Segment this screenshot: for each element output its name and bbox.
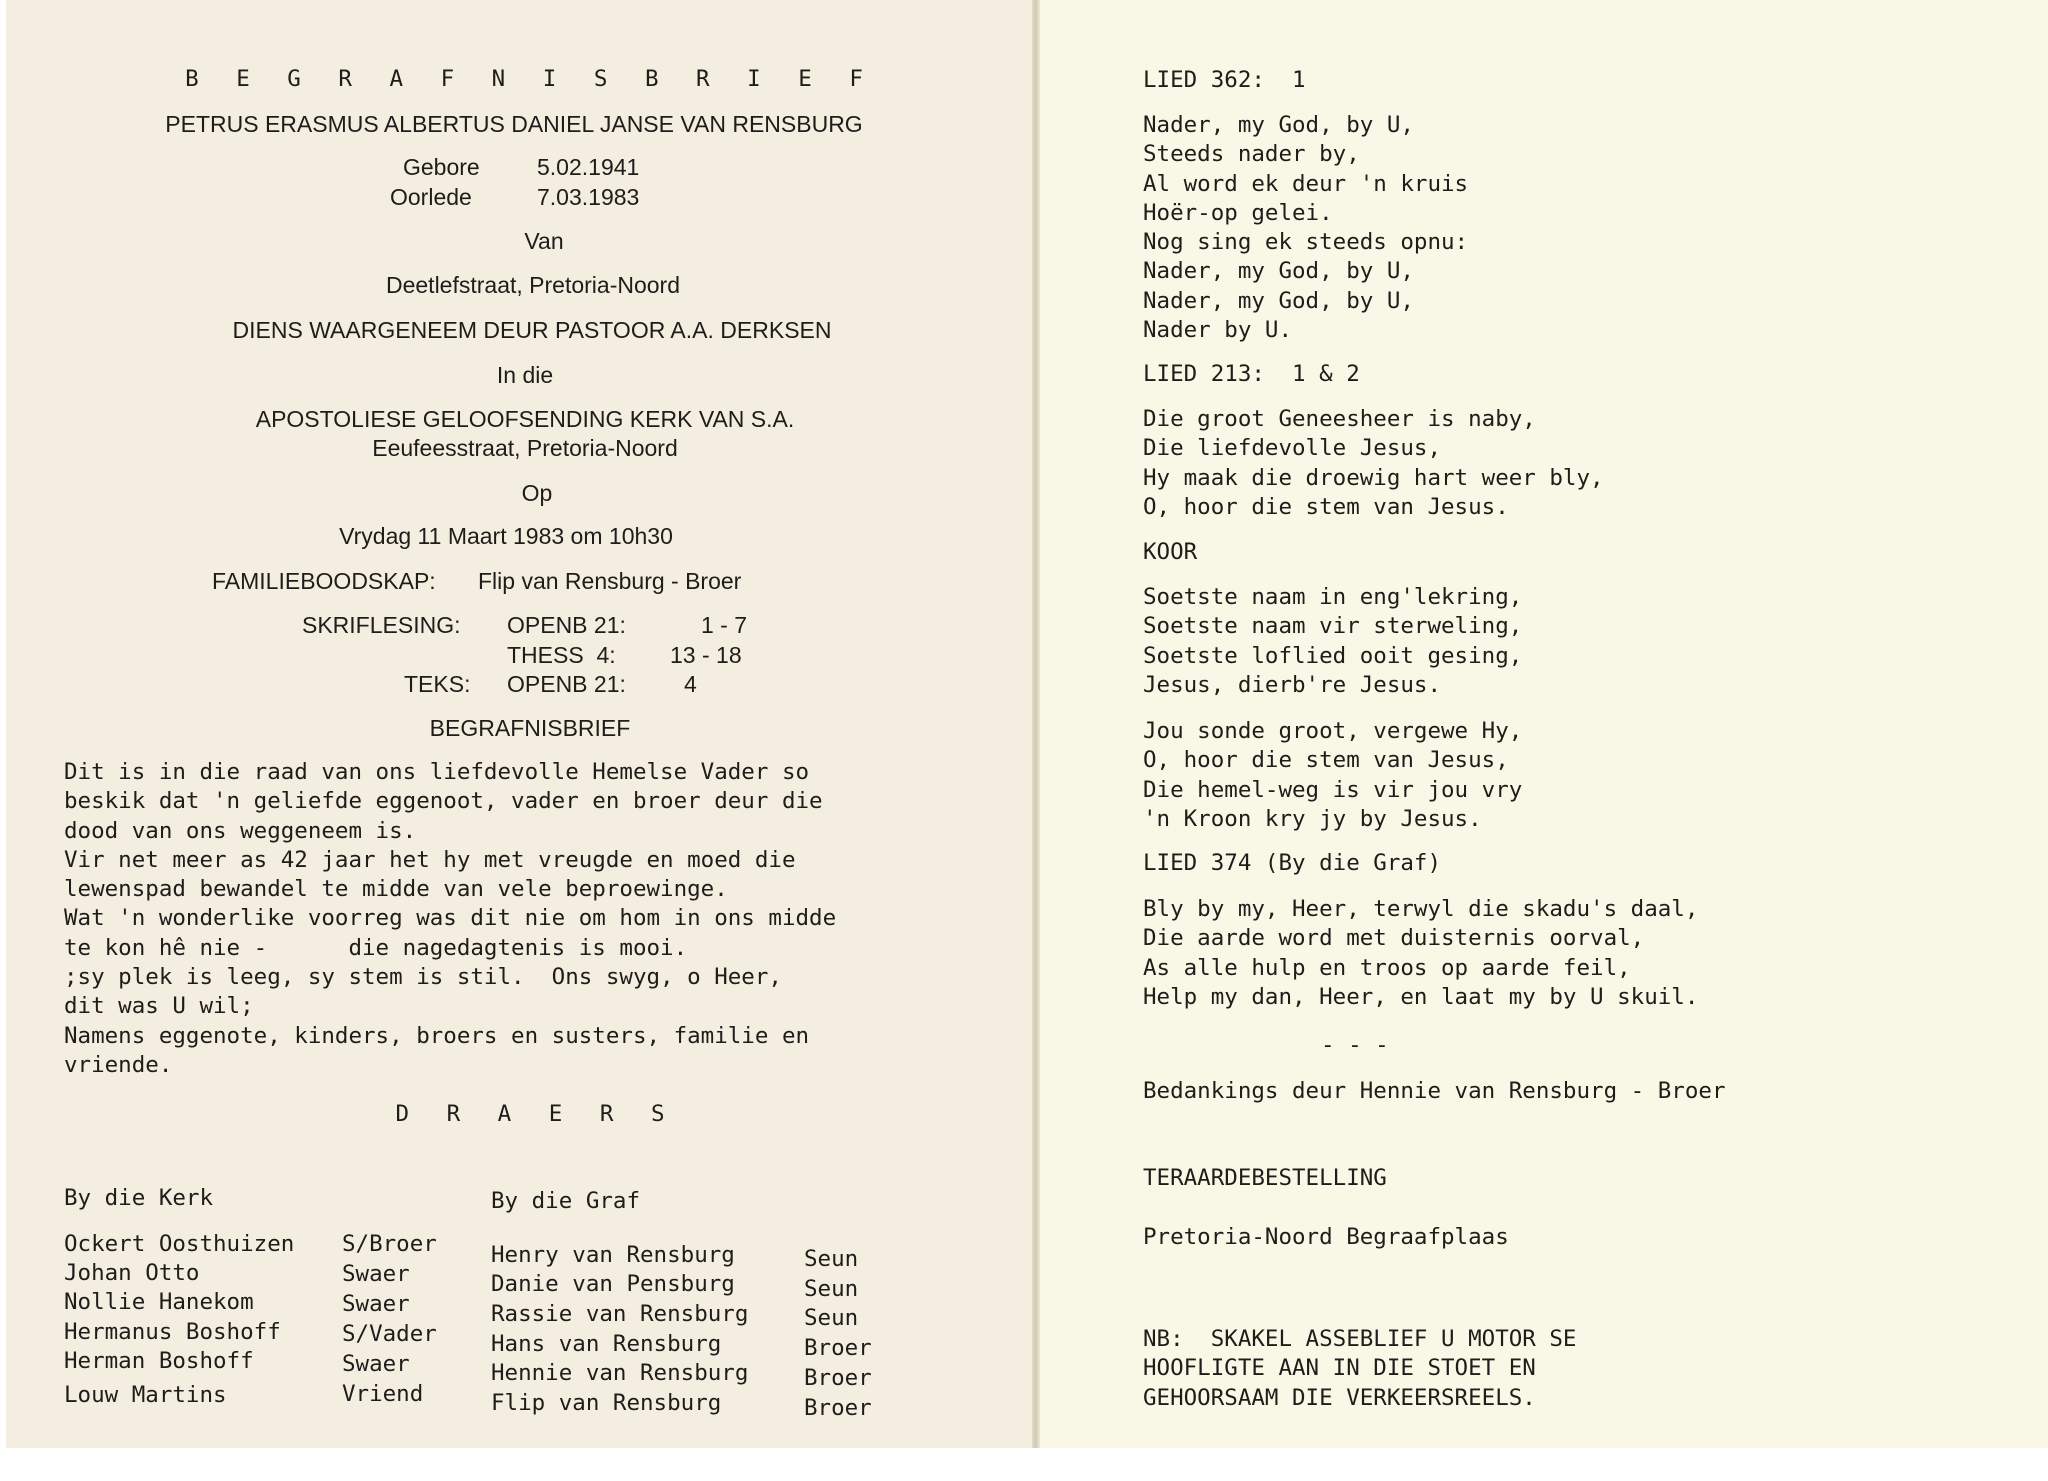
hymn-362-heading: LIED 362: 1 [1143, 67, 1306, 93]
church-name: APOSTOLIESE GELOOFSENDING KERK VAN S.A. [255, 406, 795, 432]
hymn-374-text: Bly by my, Heer, terwyl die skadu's daal, Die aarde word met duisternis oorval, As alle hulp en troos op aarde feil, Help my dan, Heer, en laat my by U skuil. [1143, 896, 1699, 1010]
from-label: Van [524, 228, 564, 254]
bearer-name: Hennie van Rensburg [491, 1360, 749, 1386]
hymn-374-heading: LIED 374 (By die Graf) [1143, 850, 1442, 876]
bearer-name: Ockert Oosthuizen [64, 1231, 295, 1257]
service-datetime: Vrydag 11 Maart 1983 om 10h30 [339, 523, 673, 549]
bearer-name: Danie van Pensburg [491, 1271, 735, 1297]
home-address: Deetlefstraat, Pretoria-Noord [385, 272, 681, 298]
cemetery: Pretoria-Noord Begraafplaas [1143, 1224, 1509, 1250]
hymn-213-text: Die groot Geneesheer is naby, Die liefdevolle Jesus, Hy maak die droewig hart weer bly, O, hoor die stem van Jesus. [1143, 406, 1604, 520]
died-date: 7.03.1983 [537, 184, 640, 210]
bearer-name: Nollie Hanekom [64, 1289, 254, 1315]
bearer-relation: Seun [804, 1246, 859, 1272]
separator: - - - [1321, 1032, 1389, 1058]
bearer-relation: Swaer [342, 1351, 410, 1377]
bearer-name: Louw Martins [64, 1382, 227, 1408]
letter-body: Dit is in die raad van ons liefdevolle Hemelse Vader so beskik dat 'n geliefde eggenoot, vader en broer deur die dood van ons weggeneem is. Vir net meer as 42 jaar het hy met vreugde en moed die lewenspad bewandel te midde van vele beproewinge. Wat 'n wonderlike voorreg was dit nie om hom in ons midde te kon hê nie - die nagedagtenis is mooi. ;sy plek is leeg, sy stem is stil. Ons swyg, o Heer, dit was U wil; Namens eggenote, kinders, broers en susters, familie en vriende. [64, 759, 837, 1078]
bearer-name: Herman Boshoff [64, 1348, 254, 1374]
bearer-relation: Vriend [342, 1381, 424, 1407]
text-label: TEKS: [404, 671, 471, 697]
scripture-2-verses: 13 - 18 [670, 642, 742, 668]
bearers-heading: D R A E R S [395, 1101, 677, 1127]
thanks-line: Bedankings deur Hennie van Rensburg - Broer [1143, 1078, 1726, 1104]
died-label: Oorlede [390, 184, 472, 210]
bearer-relation: Seun [804, 1276, 859, 1302]
vehicle-notice: NB: SKAKEL ASSEBLIEF U MOTOR SE HOOFLIGTE AAN IN DIE STOET EN GEHOORSAAM DIE VERKEERSREELS. [1143, 1326, 1577, 1411]
scripture-label: SKRIFLESING: [302, 612, 461, 638]
letter-heading: BEGRAFNISBRIEF [429, 715, 631, 741]
bearer-relation: Broer [804, 1395, 872, 1421]
page-fold [1032, 0, 1040, 1448]
church-street: Eeufeesstraat, Pretoria-Noord [372, 435, 678, 461]
text-book: OPENB 21: [507, 671, 626, 697]
on-label: Op [521, 480, 553, 506]
bearer-relation: Swaer [342, 1291, 410, 1317]
grave-group-label: By die Graf [491, 1188, 641, 1214]
deceased-name: PETRUS ERASMUS ALBERTUS DANIEL JANSE VAN RENSBURG [165, 111, 863, 137]
bearer-relation: S/Broer [342, 1231, 437, 1257]
in-label: In die [496, 362, 554, 388]
bearer-relation: Broer [804, 1365, 872, 1391]
bearer-name: Johan Otto [64, 1260, 200, 1286]
scripture-1-book: OPENB 21: [507, 612, 626, 638]
hymn-213-verse-2: Jou sonde groot, vergewe Hy, O, hoor die stem van Jesus, Die hemel-weg is vir jou vry 'n Kroon kry jy by Jesus. [1143, 718, 1523, 832]
text-verse: 4 [684, 671, 697, 697]
bearer-name: Hermanus Boshoff [64, 1319, 281, 1345]
chorus-text: Soetste naam in eng'lekring, Soetste naam vir sterweling, Soetste loflied ooit gesing, Jesus, dierb're Jesus. [1143, 584, 1523, 698]
bearer-relation: Broer [804, 1335, 872, 1361]
service-line: DIENS WAARGENEEM DEUR PASTOOR A.A. DERKSEN [232, 317, 832, 343]
chorus-label: KOOR [1143, 539, 1198, 565]
document-title: B E G R A F N I S B R I E F [185, 66, 875, 92]
bearer-name: Flip van Rensburg [491, 1390, 722, 1416]
hymn-213-heading: LIED 213: 1 & 2 [1143, 361, 1360, 387]
bearer-name: Henry van Rensburg [491, 1242, 735, 1268]
bearer-name: Rassie van Rensburg [491, 1301, 749, 1327]
scripture-2-book: THESS 4: [507, 642, 616, 668]
family-message-value: Flip van Rensburg - Broer [478, 568, 742, 594]
church-group-label: By die Kerk [64, 1185, 214, 1211]
born-label: Gebore [403, 154, 480, 180]
bearer-name: Hans van Rensburg [491, 1331, 722, 1357]
bearer-relation: S/Vader [342, 1321, 437, 1347]
bearer-relation: Swaer [342, 1261, 410, 1287]
burial-heading: TERAARDEBESTELLING [1143, 1165, 1387, 1191]
born-date: 5.02.1941 [537, 154, 640, 180]
scripture-1-verses: 1 - 7 [701, 612, 748, 638]
hymn-362-text: Nader, my God, by U, Steeds nader by, Al word ek deur 'n kruis Hoër-op gelei. Nog sing ek steeds opnu: Nader, my God, by U, Nader, my God, by U, Nader by U. [1143, 112, 1469, 344]
bearer-relation: Seun [804, 1305, 859, 1331]
family-message-label: FAMILIEBOODSKAP: [212, 568, 436, 594]
